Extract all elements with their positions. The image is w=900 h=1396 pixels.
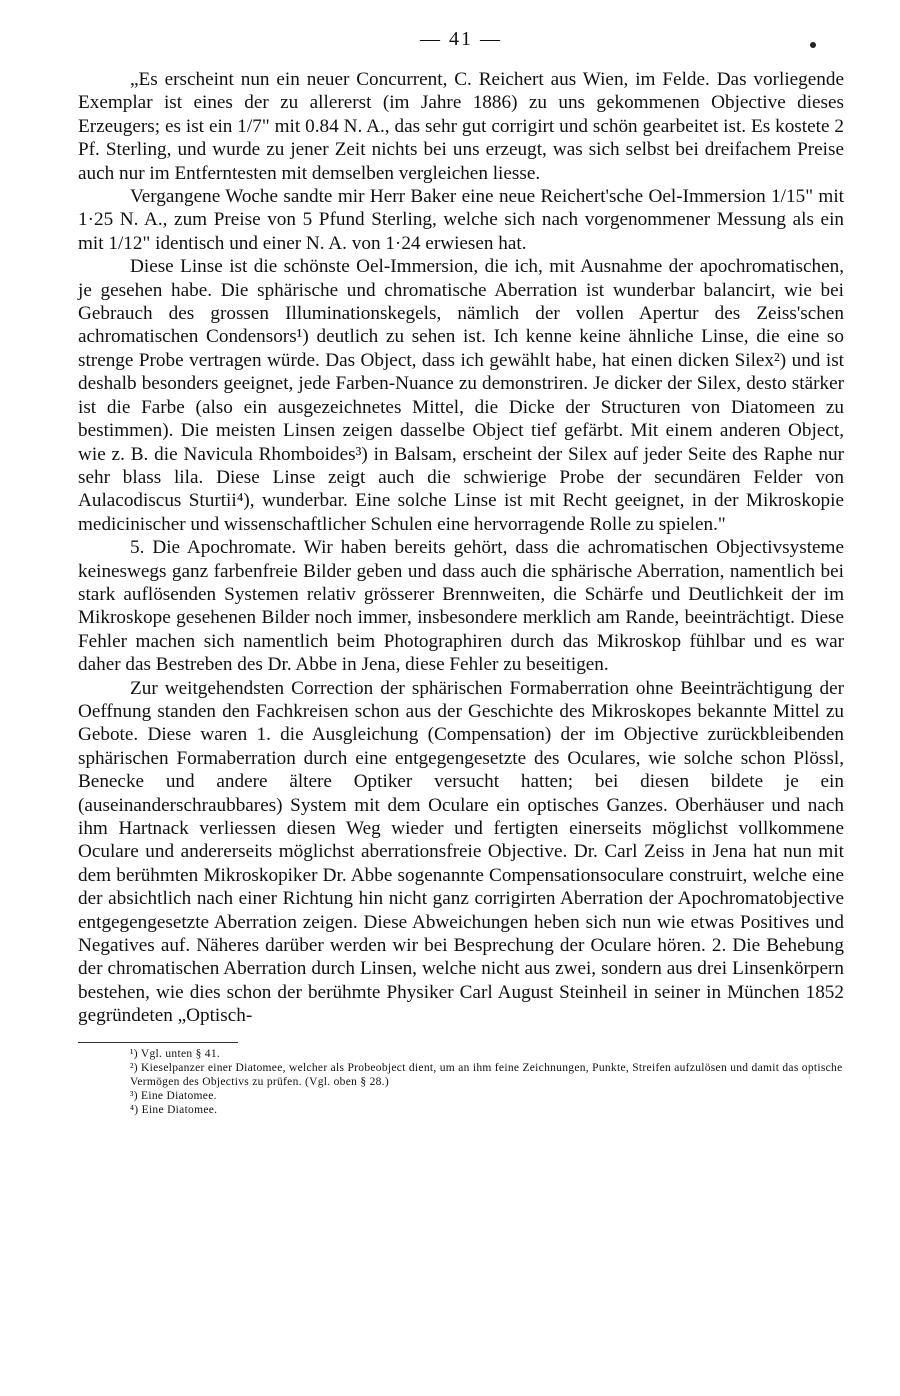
paragraph-correction: Zur weitgehendsten Correction der sphärischen Formaberration ohne Beeinträchtigung der Oeffnung standen den Fachkreisen schon aus der Geschichte des Mikroskopes bekannte Mittel zu Gebote. Diese waren 1. die Ausgleichung (Compensation) der im Objective zurückbleibenden sphärischen Formaberration durch eine entgegengesetzte des Oculares, wie solche schon Plössl, Benecke und andere ältere Optiker versucht hatten; bei diesen bildete je ein (auseinanderschraubbares) System mit dem Oculare ein optisches Ganzes. Oberhäuser und nach ihm Hartnack verliessen diesen Weg wieder und fertigten einerseits möglichst vollkommene Oculare und andererseits möglichst aberrationsfreie Objective. Dr. Carl Zeiss in Jena hat nun mit dem berühmten Mikroskopiker Dr. Abbe sogenannte Compensationsoculare construirt, welche eine der absichtlich nach einer Richtung hin nicht ganz corrigirten Aberration der Apochromatobjective entgegengesetzte Aberration zeigen. Diese Abweichungen heben sich nun wie etwas Positives und Negatives auf. Näheres darüber werden wir bei Besprechung der Oculare hören. 2. Die Behebung der chromatischen Aberration durch Linsen, welche nicht aus zwei, sondern aus drei Linsenkörpern bestehen, wie dies schon der berühmte Physiker Carl August Steinheil in seiner in München 1852 gegründeten „Optisch-	[78, 677, 844, 1027]
paragraph-apochromate: 5. Die Apochromate. Wir haben bereits gehört, dass die achromatischen Objectivsysteme keineswegs ganz farbenfreie Bilder geben und dass auch die sphärische Aberration, namentlich bei stark auflösenden Systemen relativ grösserer Brennweiten, die Schärfe und Deutlichkeit der im Mikroskope gesehenen Bilder noch immer, insbesondere merklich am Rande, beeinträchtigt. Diese Fehler machen sich namentlich beim Photographiren durch das Mikroskop fühlbar und es war daher das Bestreben des Dr. Abbe in Jena, diese Fehler zu beseitigen.	[78, 537, 844, 676]
footnote-3: ³) Eine Diatomee.	[130, 1089, 217, 1102]
ink-dot	[810, 42, 816, 48]
paragraph-oel-immersion: Diese Linse ist die schönste Oel-Immersion, die ich, mit Ausnahme der apochromatischen, je gesehen habe. Die sphärische und chromatische Aberration ist wunderbar balancirt, wie bei Gebrauch des grossen Illuminationskegels, nämlich der vollen Apertur des Zeiss'schen achromatischen Condensors¹) deutlich zu sehen ist. Ich kenne keine ähnliche Linse, die eine so strenge Probe vertragen würde. Das Object, dass ich gewählt habe, hat einen dicken Silex²) und ist deshalb besonders geeignet, jede Farben-Nuance zu demonstriren. Je dicker der Silex, desto stärker ist die Farbe (also ein ausgezeichnetes Mittel, die Dicke der Structuren von Diatomeen zu bestimmen). Die meisten Linsen zeigen dasselbe Object tief gefärbt. Mit einem anderen Object, wie z. B. die Navicula Rhomboides³) in Balsam, erscheint der Silex auf jeder Seite des Raphe nur sehr blass lila. Diese Linse zeigt auch die schwierige Probe der secundären Felder von Aulacodiscus Sturtii⁴), wunderbar. Eine solche Linse ist mit Recht geeignet, in der Mikroskopie medicinischer und wissenschaftlicher Schulen eine hervorragende Rolle zu spielen."	[78, 256, 844, 535]
paragraph-baker-immersion: Vergangene Woche sandte mir Herr Baker eine neue Reichert'sche Oel-Immersion 1/15" mit 1·25 N. A., zum Preise von 5 Pfund Sterling, welche sich nach vorgenommener Messung als ein mit 1/12" identisch und einer N. A. von 1·24 erwiesen hat.	[78, 186, 844, 254]
footnote-4: ⁴) Eine Diatomee.	[130, 1103, 218, 1116]
footnote-divider	[78, 1042, 238, 1043]
body-text	[78, 68, 844, 1028]
page-number: — 41 —	[420, 28, 502, 50]
footnote-2: ²) Kieselpanzer einer Diatomee, welcher als Probeobject dient, um an ihm feine Zeichnungen, Punkte, Streifen aufzulösen und damit das optische Vermögen des Objectivs zu prüfen. (Vgl. oben § 28.)	[130, 1061, 843, 1088]
footnote-1: ¹) Vgl. unten § 41.	[130, 1047, 221, 1060]
paragraph-quote-reichert: „Es erscheint nun ein neuer Concurrent, C. Reichert aus Wien, im Felde. Das vorliegende Exemplar ist eines der zu allererst (im Jahre 1886) zu uns gekommenen Objective dieses Erzeugers; es ist ein 1/7" mit 0.84 N. A., das sehr gut corrigirt und schön gearbeitet ist. Es kostete 2 Pf. Sterling, und wurde zu jener Zeit nichts bei uns erzeugt, was sich selbst bei dreifachem Preise auch nur im Entferntesten mit demselben vergleichen liesse.	[78, 69, 844, 184]
footnotes	[78, 1047, 844, 1117]
